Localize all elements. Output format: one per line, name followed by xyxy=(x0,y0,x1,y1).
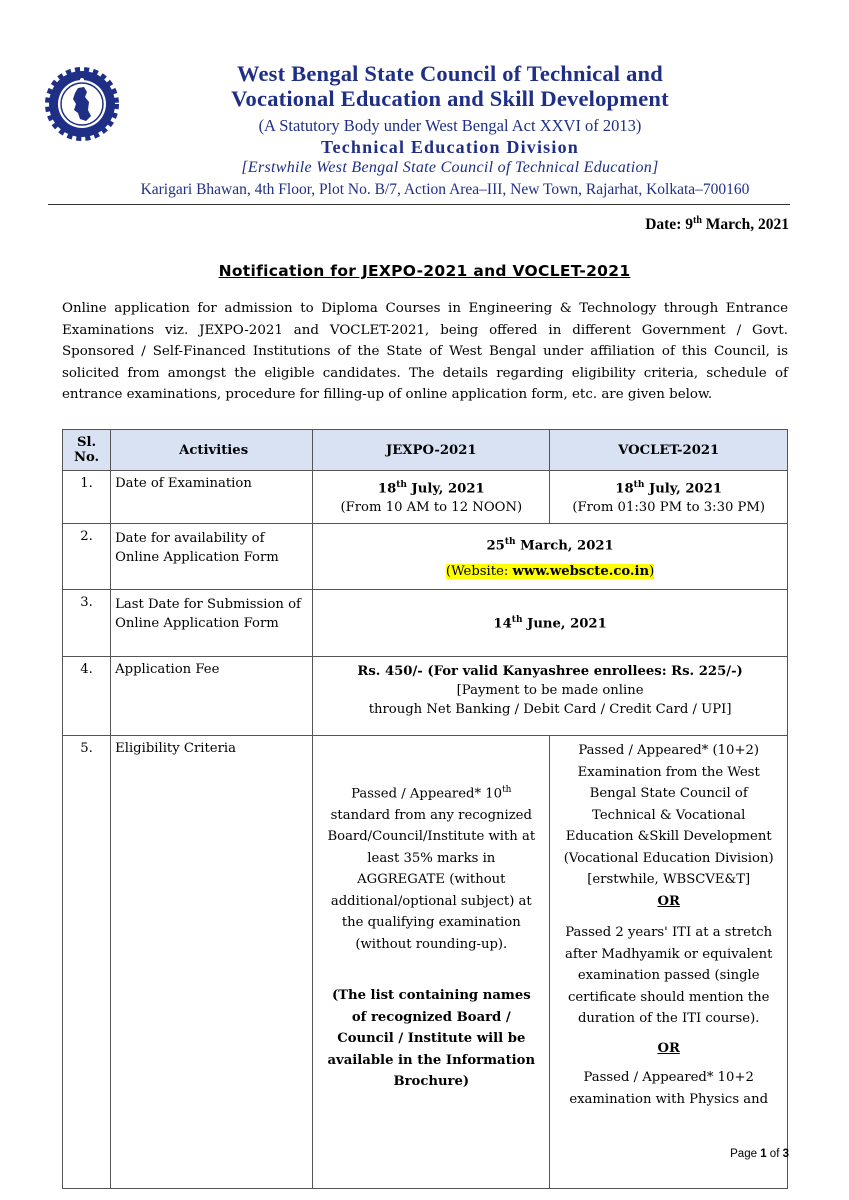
table-header-row xyxy=(63,430,788,471)
row-sl: 2. xyxy=(63,524,111,590)
application-fee: Rs. 450/- (For valid Kanyashree enrollees: Rs. 225/-) [Payment to be made online through Net Banking / Debit Card / Credit Card / UPI] xyxy=(313,657,788,736)
row-activity: Eligibility Criteria xyxy=(111,736,313,1189)
row-activity: Last Date for Submission of Online Application Form xyxy=(111,590,313,657)
table-row xyxy=(63,524,788,590)
website-link[interactable]: www.webscte.co.in xyxy=(512,564,650,580)
header-voclet: VOCLET-2021 xyxy=(550,430,788,471)
page-number: Page 1 of 3 xyxy=(730,1148,789,1160)
council-logo xyxy=(44,66,120,142)
row-sl: 1. xyxy=(63,471,111,524)
row-sl: 5. xyxy=(63,736,111,1189)
council-name-line1: West Bengal State Council of Technical and xyxy=(237,61,663,86)
table-row xyxy=(63,736,788,1189)
voclet-eligibility: Passed / Appeared* (10+2) Examination from the West Bengal State Council of Technical & Vocational Education &Skill Development (Vocational Education Division) [erstwhile, WBSCVE&T] OR Passed 2 years' ITI at a stretch after Madhyamik or equivalent examination passed (single certificate should mention the duration of the ITI course). OR Passed / Appeared* 10+2 examination with Physics and xyxy=(550,736,788,1189)
header-activities: Activities xyxy=(111,430,313,471)
intro-paragraph: Online application for admission to Diploma Courses in Engineering & Technology through Entrance Examinations viz. JEXPO-2021 and VOCLET-2021, being offered in different Government / Govt. Sponsored / Self-Financed Institutions of the State of West Bengal under affiliation of this Council, is solicited from amongst the eligible candidates. The details regarding eligibility criteria, schedule of entrance examinations, procedure for filling-up of online application form, etc. are given below. xyxy=(62,301,788,402)
notification-title: Notification for JEXPO-2021 and VOCLET-2021 xyxy=(218,262,631,280)
council-name-line2: Vocational Education and Skill Development xyxy=(231,86,669,111)
erstwhile-line: [Erstwhile West Bengal State Council of Technical Education] xyxy=(241,159,659,176)
jexpo-eligibility: Passed / Appeared* 10th standard from any recognized Board/Council/Institute with at least 35% marks in AGGREGATE (without additional/optional subject) at the qualifying examination (without rounding-up). (The list containing names of recognized Board / Council / Institute will be available in the Information Brochure) xyxy=(313,736,550,1189)
statutory-line: (A Statutory Body under West Bengal Act XXVI of 2013) xyxy=(258,116,642,135)
row-activity: Date for availability of Online Application Form xyxy=(111,524,313,590)
council-address: Karigari Bhawan, 4th Floor, Plot No. B/7, Action Area–III, New Town, Rajarhat, Kolkata–700160 xyxy=(140,181,750,198)
row-activity: Application Fee xyxy=(111,657,313,736)
header-sl-no: Sl. No. xyxy=(63,430,111,471)
header-jexpo: JEXPO-2021 xyxy=(313,430,550,471)
row-activity: Date of Examination xyxy=(111,471,313,524)
last-submission-date: 14th June, 2021 xyxy=(313,590,788,657)
division-name: Technical Education Division xyxy=(321,137,579,157)
notice-date: Date: 9th March, 2021 xyxy=(645,215,789,234)
table-row xyxy=(63,657,788,736)
form-availability-date: 25th March, 2021 (Website: www.webscte.co.in) xyxy=(313,524,788,590)
schedule-table xyxy=(62,429,788,1189)
header-divider xyxy=(48,204,790,205)
row-sl: 4. xyxy=(63,657,111,736)
voclet-exam-date: 18th July, 2021 (From 01:30 PM to 3:30 PM) xyxy=(550,471,788,524)
row-sl: 3. xyxy=(63,590,111,657)
jexpo-exam-date: 18th July, 2021 (From 10 AM to 12 NOON) xyxy=(313,471,550,524)
table-row xyxy=(63,471,788,524)
jexpo-eligibility-note: (The list containing names of recognized Board / Council / Institute will be available in the Information Brochure) xyxy=(327,988,536,1090)
table-row xyxy=(63,590,788,657)
